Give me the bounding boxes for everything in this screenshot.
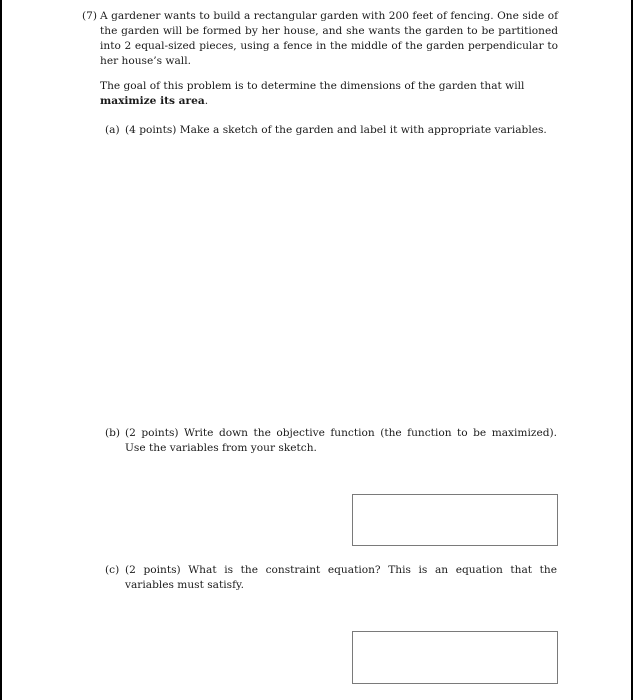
problem-number: (7): [82, 10, 98, 22]
goal-emphasis: maximize its area: [100, 95, 205, 107]
part-b: [105, 426, 557, 456]
part-b-answer-box[interactable]: [352, 494, 558, 546]
part-a-text: (4 points) Make a sketch of the garden and label it with appropriate variables.: [125, 124, 547, 136]
page-border-left: [0, 0, 2, 700]
part-c-text: (2 points) What is the constraint equation? This is an equation that the variables must satisfy.: [125, 564, 557, 591]
part-b-label: (b): [105, 427, 121, 439]
problem-statement: [82, 9, 558, 69]
part-c-label: (c): [105, 564, 120, 576]
part-b-text: (2 points) Write down the objective function (the function to be maximized). Use the variables from your sketch.: [125, 427, 557, 454]
part-a: [105, 123, 557, 138]
part-a-label: (a): [105, 124, 120, 136]
goal-period: .: [204, 95, 209, 107]
part-c-answer-box[interactable]: [352, 631, 558, 684]
problem-goal: [100, 79, 558, 109]
problem-text: A gardener wants to build a rectangular garden with 200 feet of fencing. One side of the garden will be formed by her house, and she wants the garden to be partitioned into 2 equal-sized pieces, using a fence in the middle of the garden perpendicular to her house’s wall.: [100, 10, 558, 67]
part-c: [105, 563, 557, 593]
goal-text: The goal of this problem is to determine the dimensions of the garden that will: [100, 80, 525, 92]
